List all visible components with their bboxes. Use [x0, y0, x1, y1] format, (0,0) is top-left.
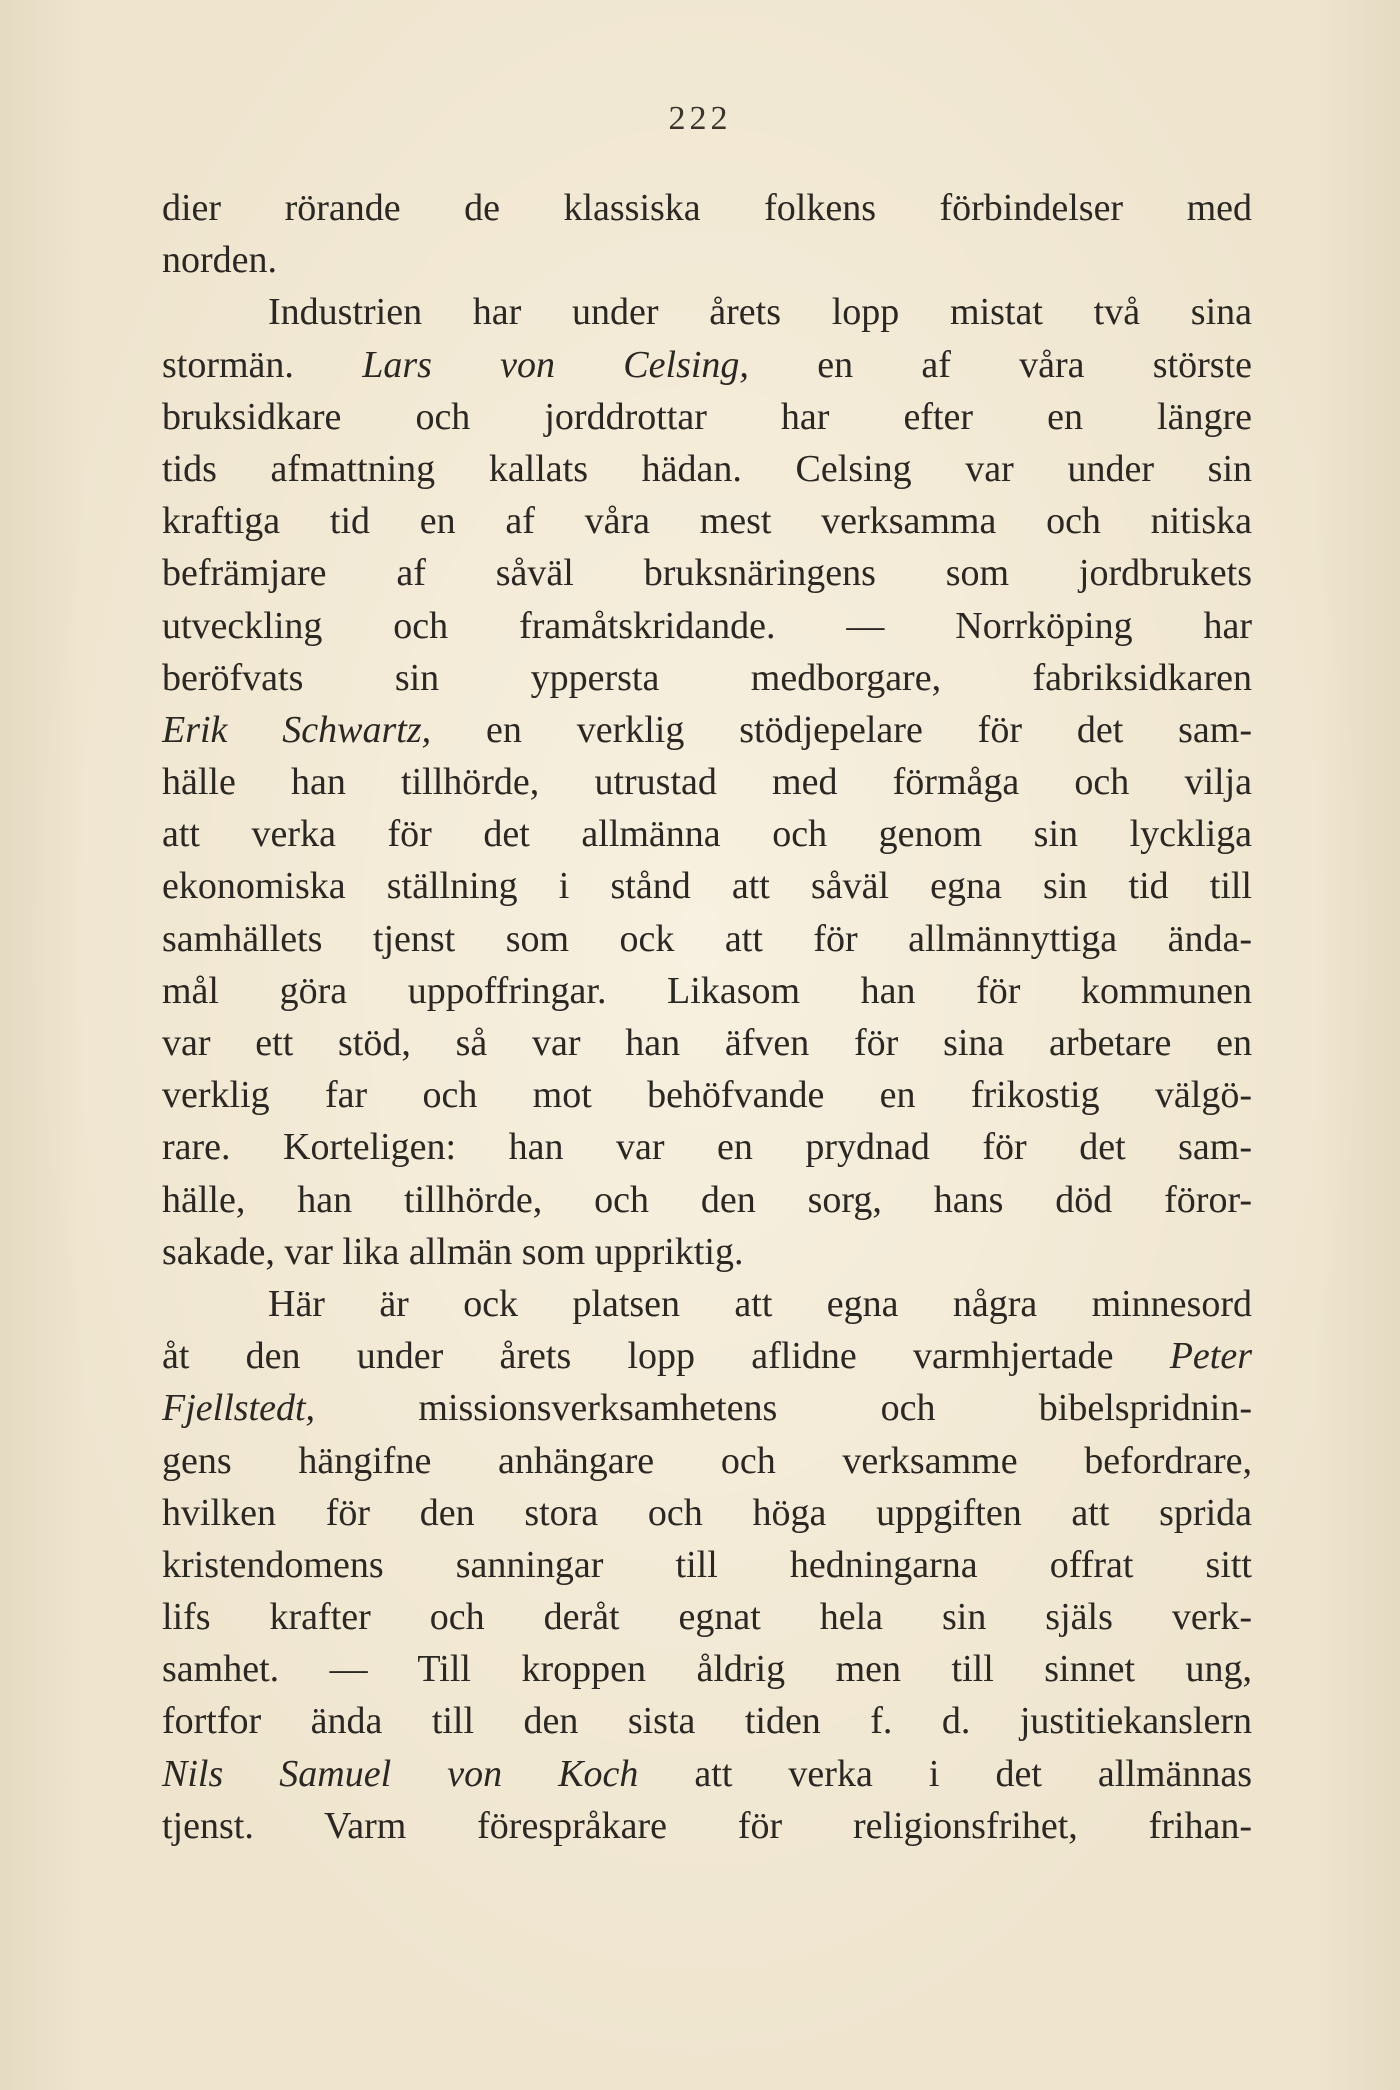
text-line — [162, 339, 1252, 391]
text-segment: missionsverksamhetens och bibelspridnin- — [315, 1387, 1252, 1430]
page-number: 222 — [668, 100, 732, 137]
body-text — [162, 182, 1252, 1852]
text-line — [162, 756, 1252, 808]
text-line — [162, 1487, 1252, 1539]
italic-name: Nils Samuel von Koch — [162, 1752, 639, 1795]
text-line — [162, 808, 1252, 860]
text-segment: samhet. — Till kroppen åldrig men till sinnet ung, — [162, 1648, 1252, 1691]
italic-name: Peter — [1169, 1335, 1252, 1378]
text-line — [162, 1643, 1252, 1695]
text-segment: beröfvats sin yppersta medborgare, fabriksidkaren — [162, 656, 1252, 699]
text-segment: hälle, han tillhörde, och den sorg, hans död föror- — [162, 1178, 1252, 1221]
text-segment: sakade, var lika allmän som uppriktig. — [162, 1230, 744, 1273]
text-segment: hvilken för den stora och höga uppgiften att sprida — [162, 1491, 1252, 1534]
italic-name: Lars von Celsing, — [362, 343, 749, 386]
text-segment: att verka i det allmännas — [638, 1752, 1252, 1795]
text-line — [162, 1069, 1252, 1121]
text-segment: tids afmattning kallats hädan. Celsing var under sin — [162, 447, 1252, 490]
text-line — [162, 495, 1252, 547]
text-line — [162, 652, 1252, 704]
text-segment: var ett stöd, så var han äfven för sina arbetare en — [162, 1022, 1252, 1064]
italic-name: Erik Schwartz, — [162, 708, 432, 751]
text-segment: kristendomens sanningar till hedningarna offrat sitt — [162, 1543, 1252, 1586]
text-line — [162, 913, 1252, 965]
text-line — [162, 1278, 1252, 1330]
text-segment: verklig far och mot behöfvande en frikostig välgö- — [162, 1074, 1252, 1117]
text-line — [162, 391, 1252, 443]
text-segment: en verklig stödjepelare för det sam- — [431, 708, 1252, 751]
text-segment: åt den under årets lopp aflidne varmhjertade — [162, 1335, 1170, 1378]
text-segment: hälle han tillhörde, utrustad med förmåga och vilja — [162, 761, 1252, 804]
text-segment: mål göra uppoffringar. Likasom han för kommunen — [162, 969, 1252, 1012]
text-segment: stormän. — [162, 343, 363, 386]
italic-name: Fjellstedt, — [162, 1387, 316, 1430]
text-segment: en af våra störste — [748, 343, 1252, 386]
text-segment: samhällets tjenst som ock att för allmännyttiga ända- — [162, 917, 1252, 960]
text-segment: dier rörande de klassiska folkens förbindelser med — [162, 187, 1252, 229]
text-line — [162, 600, 1252, 652]
text-line — [162, 1591, 1252, 1643]
text-line — [162, 443, 1252, 495]
text-line — [162, 1382, 1252, 1434]
text-line — [162, 234, 1252, 286]
text-line — [162, 1226, 1252, 1278]
text-line — [162, 1539, 1252, 1591]
text-line — [162, 704, 1252, 756]
text-segment: befrämjare af såväl bruksnäringens som jordbrukets — [162, 552, 1252, 595]
text-segment: utveckling och framåtskridande. — Norrköping har — [162, 604, 1252, 647]
text-segment: Industrien har under årets lopp mistat två sina — [268, 291, 1252, 334]
text-line — [162, 1121, 1252, 1173]
text-segment: Här är ock platsen att egna några minnesord — [268, 1282, 1252, 1325]
text-line — [162, 1800, 1252, 1852]
text-line — [162, 1748, 1252, 1800]
text-segment: norden. — [162, 239, 278, 282]
text-line — [162, 286, 1252, 338]
text-line — [162, 1330, 1252, 1382]
text-segment: att verka för det allmänna och genom sin lyckliga — [162, 813, 1252, 856]
text-segment: fortfor ända till den sista tiden f. d. justitiekanslern — [162, 1700, 1252, 1743]
text-line — [162, 1695, 1252, 1747]
text-segment: bruksidkare och jorddrottar har efter en längre — [162, 395, 1252, 438]
text-line — [162, 182, 1252, 234]
text-line — [162, 965, 1252, 1017]
text-line — [162, 547, 1252, 599]
text-segment: ekonomiska ställning i stånd att såväl egna sin tid till — [162, 865, 1252, 908]
text-line — [162, 1174, 1252, 1226]
text-segment: gens hängifne anhängare och verksamme befordrare, — [162, 1439, 1252, 1482]
text-segment: kraftiga tid en af våra mest verksamma och nitiska — [162, 500, 1252, 543]
text-segment: tjenst. Varm förespråkare för religionsfrihet, frihan- — [162, 1804, 1252, 1847]
text-line — [162, 1435, 1252, 1487]
text-line — [162, 1017, 1252, 1069]
text-line — [162, 860, 1252, 912]
text-segment: rare. Korteligen: han var en prydnad för det sam- — [162, 1126, 1252, 1169]
text-segment: lifs krafter och deråt egnat hela sin själs verk- — [162, 1596, 1252, 1639]
